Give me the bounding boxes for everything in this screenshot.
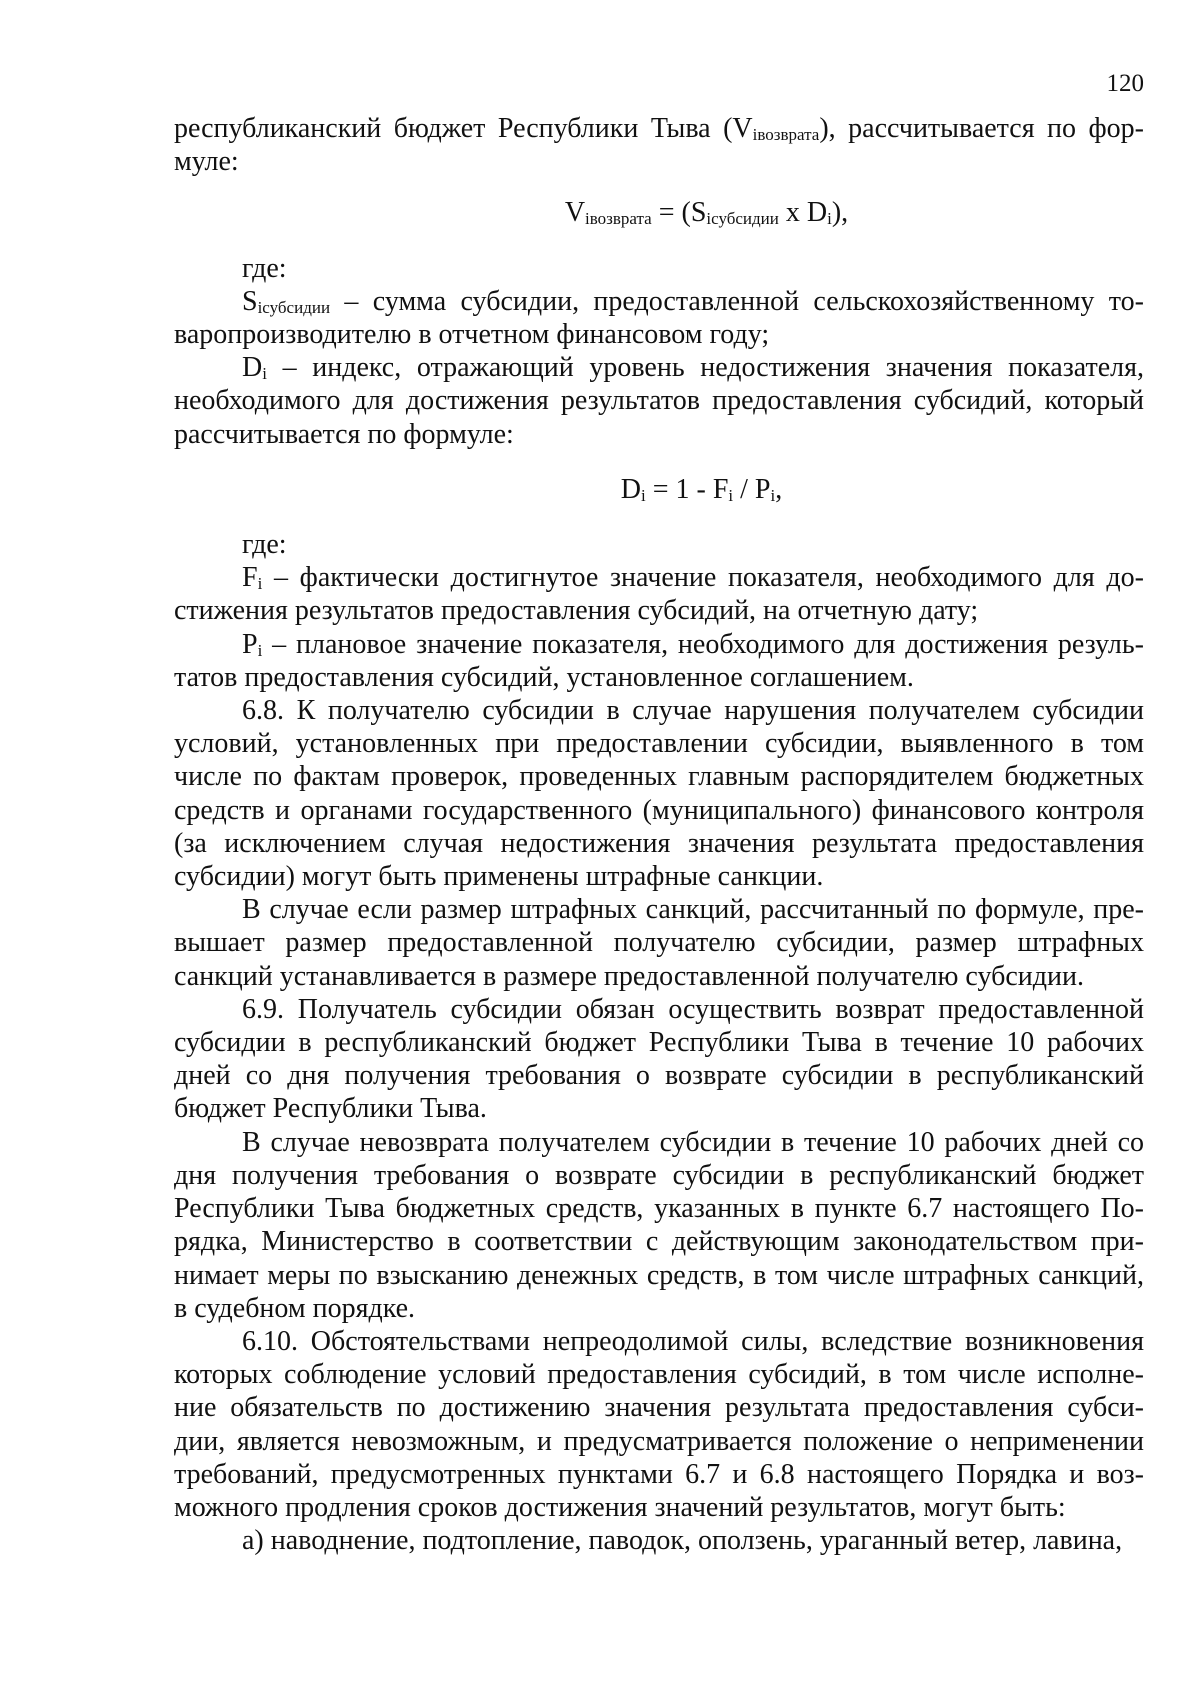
definition-text: – фактически достигнутое значение показателя, необходимого для до-стижения результатов предоставления субсидий, на отчетную дату; [174, 562, 1144, 627]
definition-text: – плановое значение показателя, необходимого для достижения резуль-татов предоставления субсидий, установленное соглашением. [174, 628, 1144, 693]
definition-f [174, 561, 1144, 627]
formula1-subscript: iвозврата [585, 209, 652, 229]
definition-p [174, 628, 1144, 694]
definition-symbol: D [242, 352, 263, 384]
definition-symbol: S [242, 285, 258, 317]
paragraph-6-10: 6.10. Обстоятельствами непреодолимой силы, вследствие возникновения которых соблюдение условий предоставления субсидий, в том числе исполне-ние обязательств по достижению значения результата предоставления субси-дии, является невозможным, и предусматривается положение о неприменении требований, предусмотренных пунктами 6.7 и 6.8 настоящего Порядка и воз-можного продления сроков достижения значений результатов, могут быть: [174, 1325, 1144, 1523]
definition-symbol: P [242, 628, 258, 660]
formula2-part: D [620, 473, 641, 505]
definition-d [174, 351, 1144, 451]
formula1-part: x D [778, 197, 828, 229]
definition-subscript: i [257, 574, 263, 594]
formula1-part: V [564, 197, 586, 229]
formula2-subscript: i [640, 485, 646, 505]
definition-symbol: F [242, 562, 258, 594]
intro-text-end: ), рассчитывается по фор-муле: [174, 113, 1144, 178]
paragraph-non-return: В случае невозврата получателем субсидии в течение 10 рабочих дней со дня получения требования о возврате субсидии в республиканский бюджет Республики Тыва бюджетных средств, указанных в пункте 6.7 настоящего По-рядка, Министерство в соответствии с действующим законодательством при-нимает меры по взысканию денежных средств, в том числе штрафных санкций, в судебном порядке. [174, 1126, 1144, 1324]
formula1-subscript: i [827, 209, 832, 229]
paragraph-6-9: 6.9. Получатель субсидии обязан осуществить возврат предоставленной субсидии в республиканский бюджет Республики Тыва в течение 10 рабочих дней со дня получения требования о возврате субсидии в республиканский бюджет Республики Тыва. [174, 993, 1144, 1125]
formula1-part: = (S [651, 197, 707, 229]
formula2-subscript: i [728, 485, 734, 505]
document-body [174, 112, 1144, 1557]
definition-text: – сумма субсидии, предоставленной сельскохозяйственному то-варопроизводителю в отчетном финансовом году; [174, 285, 1144, 351]
formula2-part: , [775, 473, 783, 505]
formula1-part: ), [831, 197, 849, 229]
list-item-a: а) наводнение, подтопление, паводок, оползень, ураганный ветер, лавина, [242, 1525, 1123, 1557]
where-label: где: [242, 252, 287, 284]
definition-subscript: i [262, 364, 267, 384]
page-number: 120 [1106, 70, 1144, 97]
formula2-part: = 1 - F [645, 473, 729, 505]
intro-text-start: республиканский бюджет Республики Тыва (V [174, 113, 753, 144]
intro-paragraph [174, 112, 1144, 178]
formula2-subscript: i [770, 485, 776, 505]
intro-subscript: iвозврата [752, 125, 820, 144]
paragraph-6-8: 6.8. К получателю субсидии в случае нарушения получателем субсидии условий, установленных при предоставлении субсидии, выявленного в том числе по фактам проверок, проведенных главным распорядителем бюджетных средств и органами государственного (муниципального) финансового контроля (за исключением случая недостижения значения результата предоставления субсидии) могут быть применены штрафные санкции. [174, 695, 1144, 893]
formula2-part: / P [733, 473, 771, 505]
formula-index [174, 473, 1144, 506]
definition-s [174, 285, 1144, 351]
paragraph-penalty-limit: В случае если размер штрафных санкций, рассчитанный по формуле, пре-вышает размер предоставленной получателю субсидии, размер штрафных санкций устанавливается в размере предоставленной получателю субсидии. [174, 894, 1144, 992]
where-label: где: [242, 529, 287, 561]
definition-subscript: i [257, 640, 263, 660]
formula-return-volume [174, 196, 1144, 229]
definition-subscript: iсубсидии [257, 297, 331, 317]
formula1-subscript: iсубсидии [706, 209, 779, 229]
definition-text: – индекс, отражающий уровень недостижения значения показателя, необходимого для достижения результатов предоставления субсидий, который рассчитывается по формуле: [174, 352, 1144, 450]
